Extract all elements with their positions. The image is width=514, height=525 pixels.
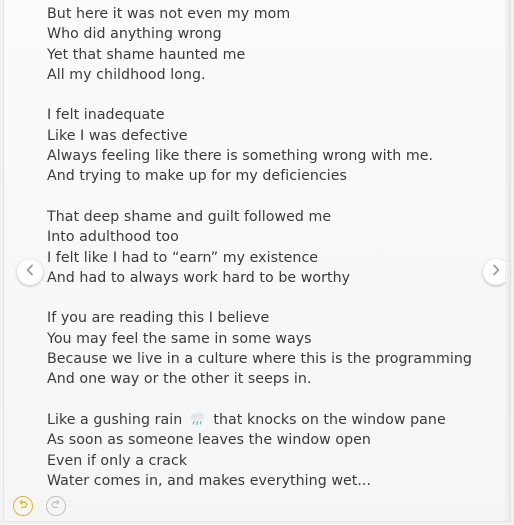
note-line: Even if only a crack xyxy=(47,452,188,469)
note-body[interactable] xyxy=(47,4,487,491)
note-line: Water comes in, and makes everything wet... xyxy=(47,472,372,489)
note-page[interactable] xyxy=(4,0,510,521)
scroll-edge xyxy=(505,0,510,521)
note-line: Like I was defective xyxy=(47,127,188,144)
note-line-part: Like a gushing rain xyxy=(47,411,183,428)
note-line: Yet that shame haunted me xyxy=(47,46,246,63)
note-line-with-emoji xyxy=(47,410,487,430)
note-line: And had to always work hard to be worthy xyxy=(47,269,351,286)
redo-button[interactable] xyxy=(46,496,66,516)
note-line: Always feeling like there is something wrong with me. xyxy=(47,148,434,165)
note-line: I felt like I had to “earn” my existence xyxy=(47,249,319,266)
chevron-right-icon xyxy=(491,263,501,281)
note-line-part: that knocks on the window pane xyxy=(213,411,446,428)
rain-cloud-icon xyxy=(189,411,207,426)
note-line: Because we live in a culture where this is the programming xyxy=(47,351,472,368)
note-line: All my childhood long. xyxy=(47,66,206,83)
note-line: You may feel the same in some ways xyxy=(47,330,312,347)
blank-line xyxy=(47,390,487,410)
note-line: Into adulthood too xyxy=(47,229,179,246)
note-line: That deep shame and guilt followed me xyxy=(47,208,332,225)
note-line: Who did anything wrong xyxy=(47,26,222,43)
undo-button[interactable] xyxy=(13,496,33,516)
undo-icon xyxy=(17,497,29,515)
redo-icon xyxy=(50,497,62,515)
blank-line xyxy=(47,288,487,308)
note-line: If you are reading this I believe xyxy=(47,310,270,327)
note-line: As soon as someone leaves the window open xyxy=(47,432,371,449)
chevron-left-icon xyxy=(25,263,35,281)
previous-button[interactable] xyxy=(17,259,43,285)
blank-line xyxy=(47,187,487,207)
note-line: I felt inadequate xyxy=(47,107,165,124)
note-line: And one way or the other it seeps in. xyxy=(47,371,312,388)
note-line: But here it was not even my mom xyxy=(47,6,291,22)
blank-line xyxy=(47,85,487,105)
note-line: And trying to make up for my deficiencies xyxy=(47,168,347,185)
